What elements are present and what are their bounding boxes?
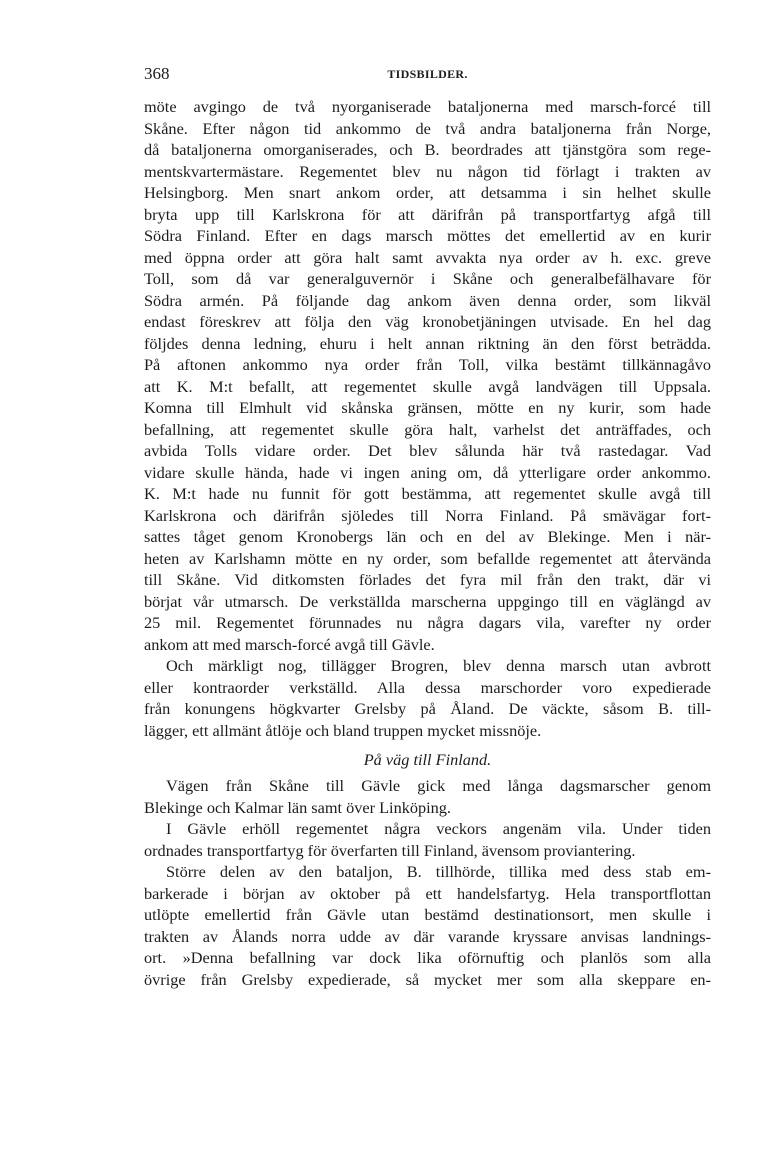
text-line: heten av Karlshamn mötte en ny order, som befallde regementet att återvända bbox=[144, 548, 711, 568]
text-line: Helsingborg. Men snart ankom order, att detsamma i sin helhet skulle bbox=[144, 183, 711, 202]
text-line: Vägen från Skåne till Gävle gick med långa dagsmarscher genom bbox=[166, 776, 711, 795]
text-line: På aftonen ankommo nya order från Toll, vilka bestämt tillkännagåvo bbox=[144, 355, 711, 374]
text-line: utlöpte emellertid från Gävle utan bestämd destinationsort, men skulle i bbox=[144, 905, 711, 924]
text-line: följdes denna ledning, ehuru i helt annan riktning än den först beträdda. bbox=[144, 333, 711, 353]
text-line: ort. »Denna befallning var dock lika oförnuftig och planlös som alla bbox=[144, 948, 711, 967]
paragraph-1 bbox=[144, 96, 711, 655]
section-heading: På väg till Finland. bbox=[363, 750, 492, 769]
text-line: möte avgingo de två nyorganiserade bataljonerna med marsch-forcé till bbox=[144, 97, 711, 116]
page-number: 368 bbox=[144, 64, 170, 83]
text-line: ordnades transportfartyg för överfarten till Finland, ävensom proviantering. bbox=[144, 840, 636, 860]
paragraph-3 bbox=[144, 775, 711, 818]
text-line: Och märkligt nog, tillägger Brogren, blev denna marsch utan avbrott bbox=[166, 656, 711, 675]
paragraph-4 bbox=[144, 818, 711, 861]
paragraph-2 bbox=[144, 655, 711, 741]
text-line: Toll, som då var generalguvernör i Skåne och generalbefälhavare för bbox=[144, 269, 711, 288]
text-line: börjat vår utmarsch. De verkställda marscherna uppgingo till en väglängd av bbox=[144, 591, 711, 611]
text-line: från konungens högkvarter Grelsby på Åland. De väckte, såsom B. till- bbox=[144, 699, 711, 718]
text-line: avbida Tolls vidare order. Det blev sålunda här två rastedagar. Vad bbox=[144, 441, 711, 460]
text-line: Skåne. Efter någon tid ankommo de två andra bataljonerna från Norge, bbox=[144, 118, 711, 138]
text-line: lägger, ett allmänt åtlöje och bland truppen mycket missnöje. bbox=[144, 720, 542, 740]
text-line: endast föreskrev att följa den väg kronobetjäningen utvisade. En hel dag bbox=[144, 312, 711, 331]
text-line: eller kontraorder verkställd. Alla dessa marschorder voro expedierade bbox=[144, 677, 711, 697]
text-line: Södra armén. På följande dag ankom även denna order, som likväl bbox=[144, 290, 711, 310]
running-head: TIDSBILDER. bbox=[387, 67, 468, 81]
text-line: Södra Finland. Efter en dags marsch möttes det emellertid av en kurir bbox=[144, 226, 711, 245]
text-line: då bataljonerna omorganiserades, och B. beordrades att tjänstgöra som rege- bbox=[144, 140, 711, 159]
text-line: Komna till Elmhult vid skånska gränsen, mötte en ny kurir, som hade bbox=[144, 398, 711, 417]
text-line: trakten av Ålands norra udde av där varande kryssare anvisas landnings- bbox=[144, 926, 711, 946]
page-header bbox=[144, 64, 711, 86]
paragraph-5 bbox=[144, 861, 711, 990]
text-line: K. M:t hade nu funnit för gott bestämma, att regementet skulle avgå till bbox=[144, 484, 711, 503]
text-line: Karlskrona och därifrån sjöledes till Norra Finland. På smävägar fort- bbox=[144, 505, 711, 525]
text-line: med öppna order att göra halt samt avvakta nya order av h. exc. greve bbox=[144, 247, 711, 267]
text-line: Större delen av den bataljon, B. tillhörde, tillika med dess stab em- bbox=[166, 862, 711, 881]
text-line: barkerade i början av oktober på ett handelsfartyg. Hela transportflottan bbox=[144, 883, 711, 903]
text-line: bryta upp till Karlskrona för att därifrån på transportfartyg afgå till bbox=[144, 204, 711, 224]
text-line: ankom att med marsch-forcé avgå till Gävle. bbox=[144, 634, 435, 654]
text-line: till Skåne. Vid ditkomsten förlades det fyra mil från den trakt, där vi bbox=[144, 570, 711, 589]
body-text bbox=[144, 96, 711, 990]
text-line: sattes tåget genom Kronobergs län och en del av Blekinge. Men i när- bbox=[144, 527, 711, 546]
text-line: befallning, att regementet skulle göra halt, varhelst det anträffades, och bbox=[144, 419, 711, 439]
text-line: I Gävle erhöll regementet några veckors angenäm vila. Under tiden bbox=[166, 819, 711, 838]
text-line: vidare skulle hända, hade vi ingen aning om, då ytterligare order ankommo. bbox=[144, 462, 711, 482]
text-line: mentskvartermästare. Regementet blev nu någon tid förlagt i trakten av bbox=[144, 161, 711, 181]
text-line: att K. M:t befallt, att regementet skulle avgå landvägen till Uppsala. bbox=[144, 376, 711, 396]
text-line: 25 mil. Regementet förunnades nu några dagars vila, varefter ny order bbox=[144, 613, 711, 632]
text-line: Blekinge och Kalmar län samt över Linköping. bbox=[144, 797, 452, 817]
text-line: övrige från Grelsby expedierade, så mycket mer som alla skeppare en- bbox=[144, 969, 711, 989]
